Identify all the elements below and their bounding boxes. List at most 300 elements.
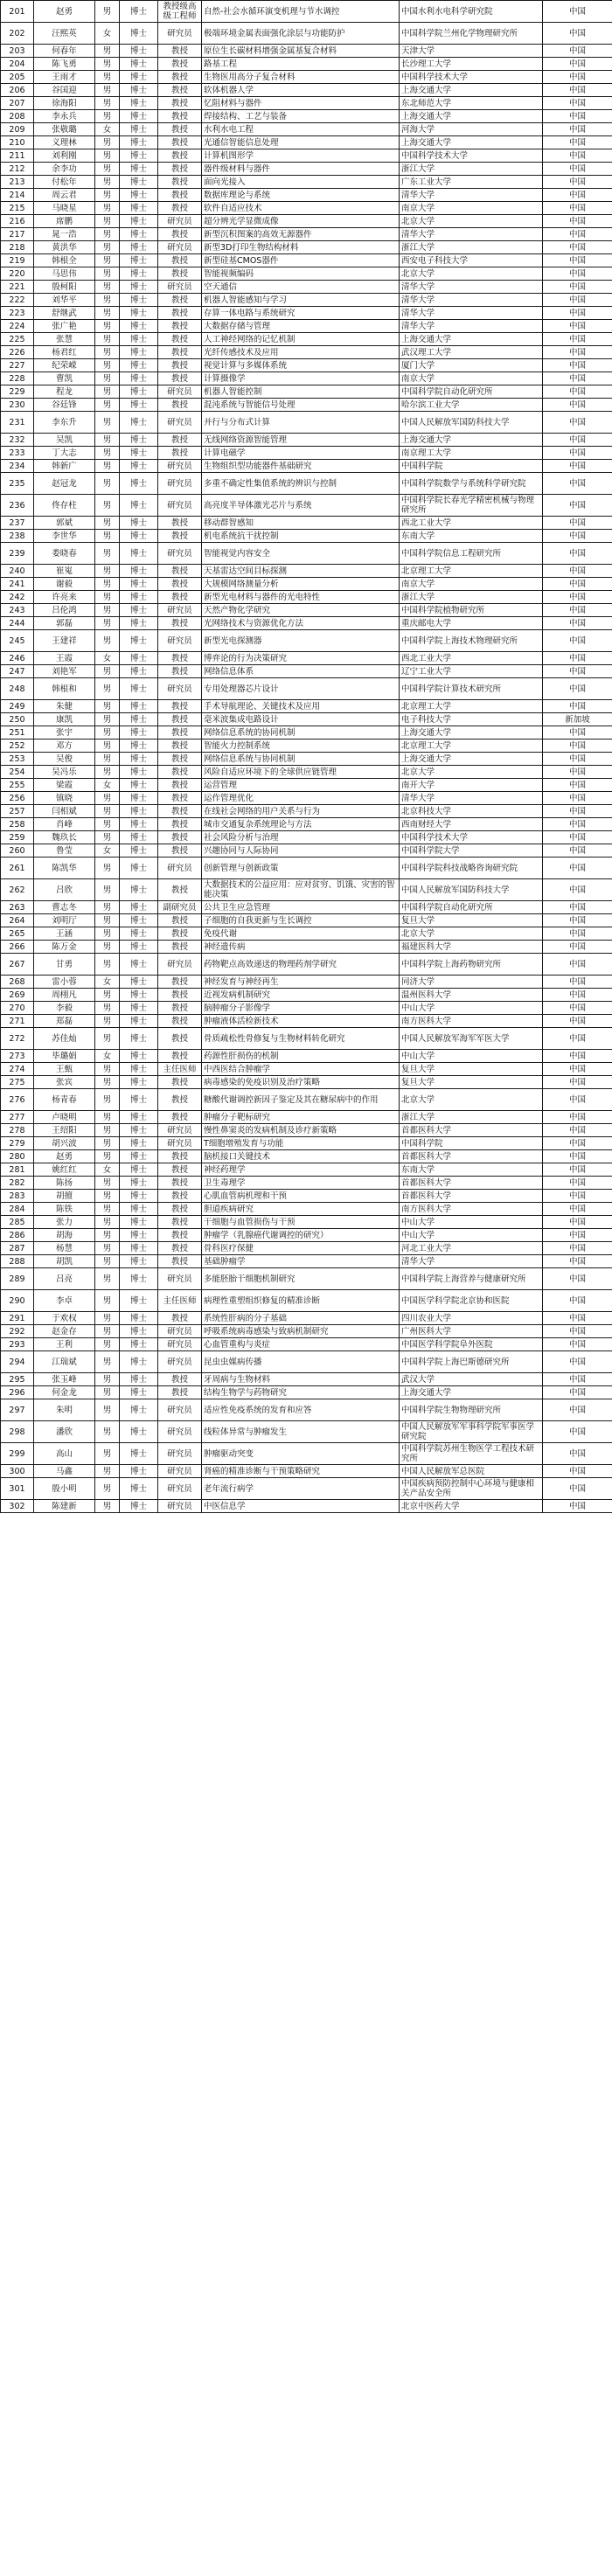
title-cell: 教授 — [158, 766, 202, 779]
nationality-cell: 中国 — [543, 1190, 612, 1203]
table-row — [1, 927, 612, 941]
table-row — [1, 1076, 612, 1089]
title-cell: 教授 — [158, 591, 202, 604]
title-cell: 教授 — [158, 1015, 202, 1028]
degree-cell: 博士 — [120, 1089, 158, 1111]
title-cell: 教授 — [158, 110, 202, 123]
title-cell: 教授 — [158, 1177, 202, 1190]
table-row — [1, 1163, 612, 1177]
research-field-cell: 病毒感染的免疫识别及治疗策略 — [202, 1076, 400, 1089]
title-cell: 教授 — [158, 831, 202, 844]
degree-cell: 博士 — [120, 805, 158, 818]
table-row — [1, 1124, 612, 1137]
research-field-cell: 网络信息系统的协同机制 — [202, 726, 400, 739]
name-cell: 谢毅 — [34, 578, 95, 591]
name-cell: 肖峰 — [34, 818, 95, 831]
degree-cell: 博士 — [120, 123, 158, 136]
institution-cell: 清华大学 — [400, 228, 543, 241]
table-row — [1, 591, 612, 604]
nationality-cell: 中国 — [543, 858, 612, 879]
nationality-cell: 中国 — [543, 215, 612, 228]
nationality-cell: 中国 — [543, 123, 612, 136]
table-row — [1, 1386, 612, 1399]
nationality-cell: 中国 — [543, 359, 612, 372]
institution-cell: 广东工业大学 — [400, 176, 543, 189]
table-row — [1, 1177, 612, 1190]
table-row — [1, 1203, 612, 1216]
research-field-cell: 卫生毒理学 — [202, 1177, 400, 1190]
degree-cell: 博士 — [120, 97, 158, 110]
index-cell: 232 — [1, 434, 34, 447]
name-cell: 周栩凡 — [34, 989, 95, 1002]
degree-cell: 博士 — [120, 346, 158, 359]
research-field-cell: 智能视觉内容安全 — [202, 543, 400, 565]
research-field-cell: 大规模网络测量分析 — [202, 578, 400, 591]
title-cell: 教授 — [158, 1312, 202, 1325]
index-cell: 239 — [1, 543, 34, 565]
table-row — [1, 1399, 612, 1421]
title-cell: 教授 — [158, 1216, 202, 1229]
index-cell: 282 — [1, 1177, 34, 1190]
name-cell: 吴凯 — [34, 434, 95, 447]
title-cell: 研究员 — [158, 412, 202, 434]
gender-cell: 男 — [95, 617, 120, 630]
table-row — [1, 460, 612, 473]
title-cell: 主任医师 — [158, 1063, 202, 1076]
degree-cell: 博士 — [120, 818, 158, 831]
index-cell: 290 — [1, 1290, 34, 1312]
name-cell: 马鑫 — [34, 1465, 95, 1478]
gender-cell: 男 — [95, 678, 120, 700]
nationality-cell: 中国 — [543, 1015, 612, 1028]
gender-cell: 男 — [95, 71, 120, 84]
title-cell: 教授 — [158, 1386, 202, 1399]
title-cell: 教授 — [158, 989, 202, 1002]
institution-cell: 清华大学 — [400, 281, 543, 294]
research-field-cell: 数据库理论与系统 — [202, 189, 400, 202]
table-row — [1, 215, 612, 228]
nationality-cell: 中国 — [543, 1229, 612, 1242]
gender-cell: 男 — [95, 241, 120, 254]
gender-cell: 女 — [95, 652, 120, 665]
title-cell: 教授 — [158, 1150, 202, 1163]
gender-cell: 女 — [95, 976, 120, 989]
index-cell: 204 — [1, 58, 34, 71]
title-cell: 研究员 — [158, 1338, 202, 1351]
gender-cell: 女 — [95, 23, 120, 45]
index-cell: 297 — [1, 1399, 34, 1421]
table-row — [1, 1063, 612, 1076]
nationality-cell: 中国 — [543, 1216, 612, 1229]
nationality-cell: 中国 — [543, 163, 612, 176]
name-cell: 张力 — [34, 1216, 95, 1229]
degree-cell: 博士 — [120, 1399, 158, 1421]
gender-cell: 男 — [95, 517, 120, 530]
gender-cell: 女 — [95, 844, 120, 858]
degree-cell: 博士 — [120, 1386, 158, 1399]
research-field-cell: 光通信智能信息处理 — [202, 136, 400, 149]
title-cell: 教授级高级工程师 — [158, 1, 202, 23]
table-row — [1, 713, 612, 726]
degree-cell: 博士 — [120, 604, 158, 617]
research-field-cell: 新型光电材料与器件的光电特性 — [202, 591, 400, 604]
institution-cell: 中国科学院上海营养与健康研究所 — [400, 1268, 543, 1290]
gender-cell: 男 — [95, 281, 120, 294]
research-field-cell: 心肌血管病机理和干预 — [202, 1190, 400, 1203]
research-field-cell: 风险自适应环境下的全球供应链管理 — [202, 766, 400, 779]
name-cell: 张慧 — [34, 333, 95, 346]
nationality-cell: 中国 — [543, 1089, 612, 1111]
degree-cell: 博士 — [120, 1002, 158, 1015]
index-cell: 234 — [1, 460, 34, 473]
name-cell: 朱健 — [34, 700, 95, 713]
research-field-cell: 慢性鼻窦炎的发病机制及诊疗新策略 — [202, 1124, 400, 1137]
nationality-cell: 中国 — [543, 818, 612, 831]
gender-cell: 男 — [95, 1465, 120, 1478]
gender-cell: 男 — [95, 346, 120, 359]
degree-cell: 博士 — [120, 700, 158, 713]
title-cell: 教授 — [158, 1002, 202, 1015]
nationality-cell: 中国 — [543, 565, 612, 578]
table-row — [1, 1290, 612, 1312]
research-field-cell: 病理性重塑组织修复的精准诊断 — [202, 1290, 400, 1312]
gender-cell: 男 — [95, 543, 120, 565]
table-row — [1, 359, 612, 372]
degree-cell: 博士 — [120, 307, 158, 320]
title-cell: 研究员 — [158, 858, 202, 879]
institution-cell: 北京大学 — [400, 766, 543, 779]
institution-cell: 北京理工大学 — [400, 700, 543, 713]
research-field-cell: 肿瘤驱动突变 — [202, 1443, 400, 1465]
degree-cell: 博士 — [120, 1290, 158, 1312]
institution-cell: 北京理工大学 — [400, 565, 543, 578]
gender-cell: 男 — [95, 1268, 120, 1290]
institution-cell: 清华大学 — [400, 1255, 543, 1268]
name-cell: 韩根全 — [34, 254, 95, 267]
nationality-cell: 中国 — [543, 879, 612, 901]
gender-cell: 男 — [95, 565, 120, 578]
table-row — [1, 604, 612, 617]
name-cell: 赵勇 — [34, 1, 95, 23]
name-cell: 吴俊 — [34, 753, 95, 766]
index-cell: 221 — [1, 281, 34, 294]
degree-cell: 博士 — [120, 320, 158, 333]
index-cell: 220 — [1, 267, 34, 281]
title-cell: 教授 — [158, 792, 202, 805]
title-cell: 研究员 — [158, 1478, 202, 1500]
name-cell: 李毅 — [34, 1002, 95, 1015]
name-cell: 陈扬 — [34, 1177, 95, 1190]
gender-cell: 男 — [95, 879, 120, 901]
institution-cell: 温州医科大学 — [400, 989, 543, 1002]
index-cell: 242 — [1, 591, 34, 604]
degree-cell: 博士 — [120, 591, 158, 604]
index-cell: 291 — [1, 1312, 34, 1325]
research-field-cell: 无线网络资源智能管理 — [202, 434, 400, 447]
institution-cell: 长沙理工大学 — [400, 58, 543, 71]
table-row — [1, 149, 612, 163]
gender-cell: 男 — [95, 84, 120, 97]
index-cell: 212 — [1, 163, 34, 176]
nationality-cell: 中国 — [543, 346, 612, 359]
table-row — [1, 1268, 612, 1290]
nationality-cell: 中国 — [543, 1111, 612, 1124]
nationality-cell: 中国 — [543, 1325, 612, 1338]
institution-cell: 南京大学 — [400, 202, 543, 215]
nationality-cell: 中国 — [543, 136, 612, 149]
table-row — [1, 136, 612, 149]
name-cell: 娄晓春 — [34, 543, 95, 565]
gender-cell: 女 — [95, 123, 120, 136]
research-field-cell: 视觉计算与多媒体系统 — [202, 359, 400, 372]
institution-cell: 中国科学院自动化研究所 — [400, 901, 543, 914]
index-cell: 257 — [1, 805, 34, 818]
table-row — [1, 228, 612, 241]
research-field-cell: 混沌系统与智能信号处理 — [202, 399, 400, 412]
index-cell: 203 — [1, 45, 34, 58]
degree-cell: 博士 — [120, 1338, 158, 1351]
institution-cell: 西北工业大学 — [400, 517, 543, 530]
institution-cell: 中国科学技术大学 — [400, 831, 543, 844]
index-cell: 301 — [1, 1478, 34, 1500]
institution-cell: 复旦大学 — [400, 914, 543, 927]
institution-cell: 中国科学技术大学 — [400, 71, 543, 84]
gender-cell: 男 — [95, 110, 120, 123]
name-cell: 王利 — [34, 1338, 95, 1351]
index-cell: 256 — [1, 792, 34, 805]
degree-cell: 博士 — [120, 359, 158, 372]
institution-cell: 天津大学 — [400, 45, 543, 58]
name-cell: 崔嵬 — [34, 565, 95, 578]
gender-cell: 男 — [95, 805, 120, 818]
degree-cell: 博士 — [120, 1242, 158, 1255]
institution-cell: 中国科学院苏州生物医学工程技术研究所 — [400, 1443, 543, 1465]
institution-cell: 南方医科大学 — [400, 1015, 543, 1028]
nationality-cell: 中国 — [543, 267, 612, 281]
index-cell: 298 — [1, 1421, 34, 1443]
table-row — [1, 495, 612, 517]
nationality-cell: 中国 — [543, 1338, 612, 1351]
gender-cell: 男 — [95, 1229, 120, 1242]
table-row — [1, 267, 612, 281]
name-cell: 余李功 — [34, 163, 95, 176]
degree-cell: 博士 — [120, 149, 158, 163]
name-cell: 张宇 — [34, 726, 95, 739]
name-cell: 马晓星 — [34, 202, 95, 215]
gender-cell: 男 — [95, 753, 120, 766]
index-cell: 285 — [1, 1216, 34, 1229]
institution-cell: 福建医科大学 — [400, 941, 543, 954]
institution-cell: 武汉大学 — [400, 1373, 543, 1386]
index-cell: 245 — [1, 630, 34, 652]
research-field-cell: 兴趣协同与人际协同 — [202, 844, 400, 858]
title-cell: 教授 — [158, 176, 202, 189]
title-cell: 教授 — [158, 163, 202, 176]
institution-cell: 南京大学 — [400, 372, 543, 385]
gender-cell: 男 — [95, 447, 120, 460]
name-cell: 付松年 — [34, 176, 95, 189]
title-cell: 研究员 — [158, 241, 202, 254]
degree-cell: 博士 — [120, 1028, 158, 1050]
research-field-cell: 肿瘤学（乳腺癌代谢调控的研究） — [202, 1229, 400, 1242]
nationality-cell: 中国 — [543, 1050, 612, 1063]
nationality-cell: 中国 — [543, 805, 612, 818]
research-field-cell: 心血管重构与炎症 — [202, 1338, 400, 1351]
title-cell: 研究员 — [158, 1124, 202, 1137]
institution-cell: 南方医科大学 — [400, 1203, 543, 1216]
title-cell: 教授 — [158, 149, 202, 163]
title-cell: 教授 — [158, 941, 202, 954]
name-cell: 曹凯 — [34, 372, 95, 385]
index-cell: 244 — [1, 617, 34, 630]
nationality-cell: 中国 — [543, 1076, 612, 1089]
gender-cell: 男 — [95, 927, 120, 941]
institution-cell: 四川农业大学 — [400, 1312, 543, 1325]
name-cell: 汪熙英 — [34, 23, 95, 45]
institution-cell: 中国科学院长春光学精密机械与物理研究所 — [400, 495, 543, 517]
degree-cell: 博士 — [120, 879, 158, 901]
degree-cell: 博士 — [120, 372, 158, 385]
title-cell: 教授 — [158, 294, 202, 307]
gender-cell: 男 — [95, 1399, 120, 1421]
name-cell: 郑磊 — [34, 1015, 95, 1028]
name-cell: 张宾 — [34, 1076, 95, 1089]
research-field-cell: 网络信息体系 — [202, 665, 400, 678]
title-cell: 研究员 — [158, 543, 202, 565]
index-cell: 268 — [1, 976, 34, 989]
degree-cell: 博士 — [120, 1325, 158, 1338]
table-row — [1, 1229, 612, 1242]
research-field-cell: 软件自适应技术 — [202, 202, 400, 215]
institution-cell: 中国科学技术大学 — [400, 149, 543, 163]
name-cell: 席鹏 — [34, 215, 95, 228]
nationality-cell: 中国 — [543, 473, 612, 495]
name-cell: 吕伦鸿 — [34, 604, 95, 617]
name-cell: 李东升 — [34, 412, 95, 434]
degree-cell: 博士 — [120, 333, 158, 346]
gender-cell: 男 — [95, 766, 120, 779]
nationality-cell: 中国 — [543, 241, 612, 254]
name-cell: 江瑞斌 — [34, 1351, 95, 1373]
nationality-cell: 中国 — [543, 45, 612, 58]
institution-cell: 同济大学 — [400, 976, 543, 989]
table-row — [1, 1137, 612, 1150]
title-cell: 教授 — [158, 320, 202, 333]
degree-cell: 博士 — [120, 45, 158, 58]
index-cell: 271 — [1, 1015, 34, 1028]
research-field-cell: 适应性免疫系统的发育和应答 — [202, 1399, 400, 1421]
gender-cell: 男 — [95, 1137, 120, 1150]
research-field-cell: 神经发育与神经再生 — [202, 976, 400, 989]
table-row — [1, 1050, 612, 1063]
degree-cell: 博士 — [120, 1465, 158, 1478]
title-cell: 教授 — [158, 739, 202, 753]
nationality-cell: 中国 — [543, 954, 612, 976]
title-cell: 研究员 — [158, 954, 202, 976]
research-field-cell: 生物组织型功能器件基础研究 — [202, 460, 400, 473]
title-cell: 教授 — [158, 879, 202, 901]
index-cell: 215 — [1, 202, 34, 215]
title-cell: 教授 — [158, 1050, 202, 1063]
gender-cell: 男 — [95, 604, 120, 617]
table-row — [1, 726, 612, 739]
institution-cell: 辽宁工业大学 — [400, 665, 543, 678]
gender-cell: 男 — [95, 858, 120, 879]
institution-cell: 清华大学 — [400, 320, 543, 333]
title-cell: 研究员 — [158, 1137, 202, 1150]
title-cell: 研究员 — [158, 678, 202, 700]
degree-cell: 博士 — [120, 1111, 158, 1124]
name-cell: 卢晓明 — [34, 1111, 95, 1124]
nationality-cell: 中国 — [543, 989, 612, 1002]
gender-cell: 男 — [95, 591, 120, 604]
index-cell: 216 — [1, 215, 34, 228]
title-cell: 研究员 — [158, 473, 202, 495]
research-field-cell: 干细胞与血管损伤与干预 — [202, 1216, 400, 1229]
degree-cell: 博士 — [120, 901, 158, 914]
index-cell: 206 — [1, 84, 34, 97]
gender-cell: 男 — [95, 578, 120, 591]
research-field-cell: 网络信息系统与协同机制 — [202, 753, 400, 766]
name-cell: 殷柯阳 — [34, 281, 95, 294]
institution-cell: 南京理工大学 — [400, 447, 543, 460]
institution-cell: 中国科学院信息工程研究所 — [400, 543, 543, 565]
title-cell: 教授 — [158, 202, 202, 215]
name-cell: 马思伟 — [34, 267, 95, 281]
research-field-cell: 新型光电探测器 — [202, 630, 400, 652]
name-cell: 徐海阳 — [34, 97, 95, 110]
institution-cell: 浙江大学 — [400, 591, 543, 604]
institution-cell: 中国科学院大学 — [400, 844, 543, 858]
gender-cell: 男 — [95, 1386, 120, 1399]
degree-cell: 博士 — [120, 254, 158, 267]
gender-cell: 男 — [95, 713, 120, 726]
degree-cell: 博士 — [120, 176, 158, 189]
name-cell: 谷国迎 — [34, 84, 95, 97]
index-cell: 223 — [1, 307, 34, 320]
table-row — [1, 434, 612, 447]
degree-cell: 博士 — [120, 215, 158, 228]
nationality-cell: 中国 — [543, 495, 612, 517]
degree-cell: 博士 — [120, 495, 158, 517]
name-cell: 刘明厅 — [34, 914, 95, 927]
degree-cell: 博士 — [120, 71, 158, 84]
nationality-cell: 中国 — [543, 202, 612, 215]
table-row — [1, 84, 612, 97]
index-cell: 264 — [1, 914, 34, 927]
title-cell: 研究员 — [158, 1500, 202, 1513]
name-cell: 曹志冬 — [34, 901, 95, 914]
institution-cell: 中国人民解放军海军军医大学 — [400, 1028, 543, 1050]
research-field-cell: 极端环境金属表面强化涂层与功能防护 — [202, 23, 400, 45]
degree-cell: 博士 — [120, 1177, 158, 1190]
table-row — [1, 1500, 612, 1513]
gender-cell: 男 — [95, 307, 120, 320]
degree-cell: 博士 — [120, 1268, 158, 1290]
degree-cell: 博士 — [120, 927, 158, 941]
gender-cell: 男 — [95, 914, 120, 927]
institution-cell: 西安电子科技大学 — [400, 254, 543, 267]
degree-cell: 博士 — [120, 630, 158, 652]
gender-cell: 男 — [95, 1421, 120, 1443]
research-field-cell: 智能视频编码 — [202, 267, 400, 281]
degree-cell: 博士 — [120, 460, 158, 473]
gender-cell: 男 — [95, 1351, 120, 1373]
table-row — [1, 578, 612, 591]
degree-cell: 博士 — [120, 517, 158, 530]
gender-cell: 男 — [95, 399, 120, 412]
index-cell: 248 — [1, 678, 34, 700]
